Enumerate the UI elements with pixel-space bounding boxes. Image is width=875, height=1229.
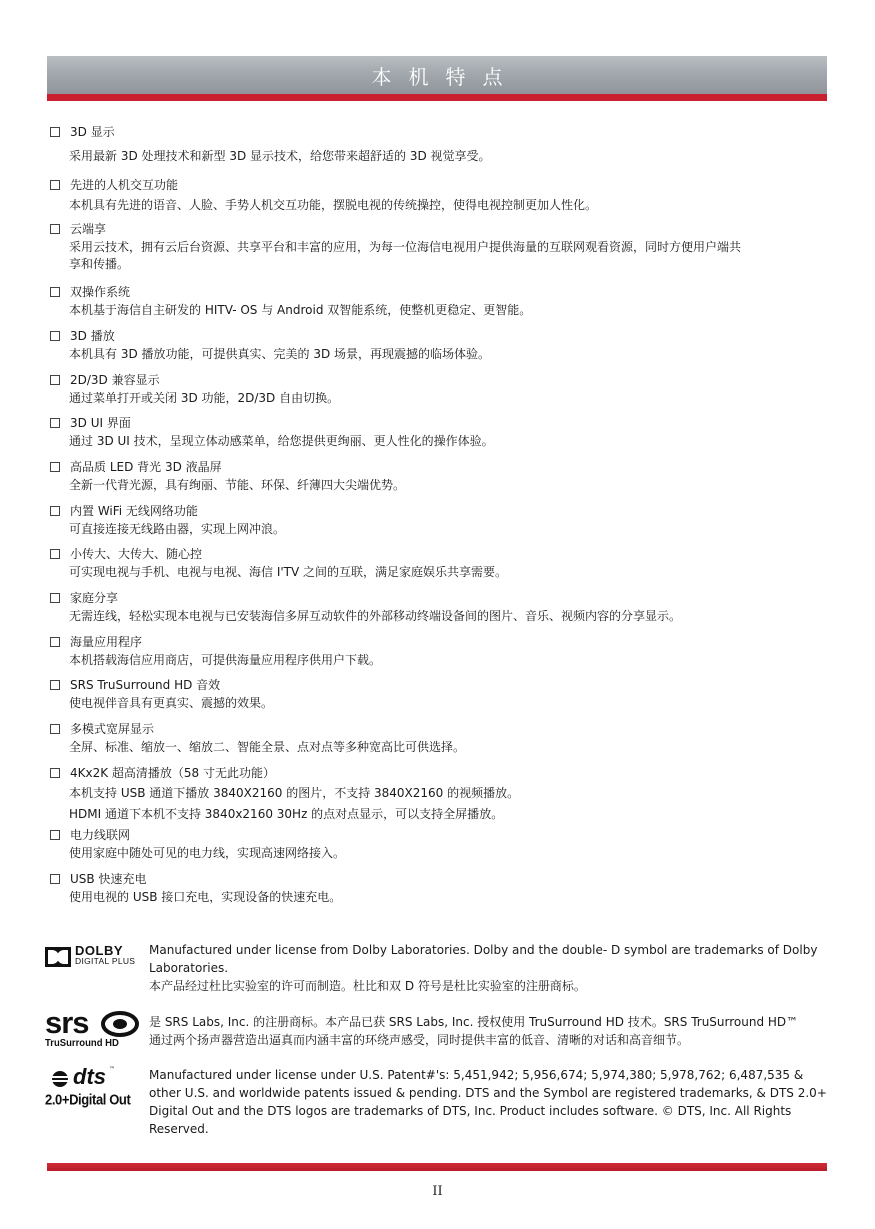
checkbox-icon xyxy=(50,375,60,385)
feature-title: 多模式宽屏显示 xyxy=(70,722,155,736)
checkbox-icon xyxy=(50,593,60,603)
feature-desc-line: 本机搭载海信应用商店，可提供海量应用程序供用户下载。 xyxy=(69,653,382,667)
feature-title: SRS TruSurround HD 音效 xyxy=(70,678,221,692)
feature-item xyxy=(50,588,830,632)
feature-item xyxy=(50,869,830,913)
feature-desc-line: 使电视伴音具有更真实、震撼的效果。 xyxy=(69,696,274,710)
checkbox-icon xyxy=(50,331,60,341)
feature-desc-line: 享和传播。 xyxy=(69,257,130,271)
srs-logo-main: srs xyxy=(45,1005,89,1040)
feature-item xyxy=(50,326,830,370)
feature-item xyxy=(50,675,830,719)
feature-desc-line: 通过 3D UI 技术，呈现立体动感菜单，给您提供更绚丽、更人性化的操作体验。 xyxy=(69,434,494,448)
feature-title: 云端享 xyxy=(70,222,107,236)
dolby-double-d-icon xyxy=(45,947,71,967)
srs-swirl-icon xyxy=(101,1011,139,1037)
feature-desc-line: 全屏、标准、缩放一、缩放二、智能全景、点对点等多种宽高比可供选择。 xyxy=(69,740,466,754)
feature-desc-line: 采用云技术，拥有云后台资源、共享平台和丰富的应用，为每一位海信电视用户提供海量的互联网观看资源，同时方便用户端共 xyxy=(69,240,742,254)
feature-desc-line: 可实现电视与手机、电视与电视、海信 I'TV 之间的互联，满足家庭娱乐共享需要。 xyxy=(69,565,508,579)
page-number: II xyxy=(432,1184,443,1199)
checkbox-icon xyxy=(50,127,60,137)
dolby-logo-main: DOLBY xyxy=(75,943,123,958)
feature-desc-line: 无需连线，轻松实现本电视与已安装海信多屏互动软件的外部移动终端设备间的图片、音乐、视频内容的分享显示。 xyxy=(69,609,682,623)
feature-item xyxy=(50,825,830,869)
feature-title: 双操作系统 xyxy=(70,285,131,299)
feature-item xyxy=(50,719,830,763)
dolby-license xyxy=(45,941,835,995)
feature-title: USB 快速充电 xyxy=(70,872,147,886)
srs-license xyxy=(45,1005,835,1053)
feature-title: 小传大、大传大、随心控 xyxy=(70,547,203,561)
dts-logo-main: dts xyxy=(73,1064,106,1089)
feature-title: 家庭分享 xyxy=(70,591,119,605)
section-header xyxy=(47,56,827,94)
dolby-license-en: Manufactured under license from Dolby Laboratories. Dolby and the double- D symbol are trademarks of Dolby Laboratories. xyxy=(149,943,818,975)
srs-license-text: 是 SRS Labs, Inc. 的注册商标。本产品已获 SRS Labs, Inc. 授权使用 TruSurround HD 技术。SRS TruSurround HD™ 通过两个扬声器营造出逼真而内涵丰富的环绕声感受，同时提供丰富的低音、清晰的对话和高音细节。 xyxy=(149,1015,799,1047)
checkbox-icon xyxy=(50,680,60,690)
feature-item xyxy=(50,763,830,825)
feature-desc-line: 使用电视的 USB 接口充电，实现设备的快速充电。 xyxy=(69,890,342,904)
dolby-logo xyxy=(45,941,145,981)
feature-desc-line: 本机支持 USB 通道下播放 3840X2160 的图片，不支持 3840X2160 的视频播放。 xyxy=(69,786,520,800)
feature-title: 3D UI 界面 xyxy=(70,416,131,430)
feature-title: 内置 WiFi 无线网络功能 xyxy=(70,504,198,518)
checkbox-icon xyxy=(50,637,60,647)
feature-desc-line: 全新一代背光源，具有绚丽、节能、环保、纤薄四大尖端优势。 xyxy=(69,478,406,492)
feature-title: 电力线联网 xyxy=(70,828,131,842)
page-title: 本机特点 xyxy=(371,64,520,89)
feature-desc-line: 本机基于海信自主研发的 HITV- OS 与 Android 双智能系统，使整机更稳定、更智能。 xyxy=(69,303,532,317)
checkbox-icon xyxy=(50,549,60,559)
checkbox-icon xyxy=(50,287,60,297)
checkbox-icon xyxy=(50,418,60,428)
feature-list xyxy=(50,122,830,913)
feature-title: 3D 显示 xyxy=(70,125,115,139)
dolby-logo-sub: DIGITAL PLUS xyxy=(75,956,136,966)
checkbox-icon xyxy=(50,724,60,734)
dts-logo-sub: 2.0+Digital Out xyxy=(45,1090,131,1109)
feature-desc-line: 可直接连接无线路由器，实现上网冲浪。 xyxy=(69,522,286,536)
footer-accent-bar xyxy=(47,1163,827,1171)
checkbox-icon xyxy=(50,180,60,190)
feature-title: 高品质 LED 背光 3D 液晶屏 xyxy=(70,460,222,474)
dts-license xyxy=(45,1066,835,1138)
feature-item xyxy=(50,501,830,544)
srs-logo-sub: TruSurround HD xyxy=(45,1037,119,1050)
dts-logo-tm: ™ xyxy=(109,1066,115,1073)
checkbox-icon xyxy=(50,768,60,778)
feature-desc-line: HDMI 通道下本机不支持 3840x2160 30Hz 的点对点显示，可以支持全屏播放。 xyxy=(69,807,504,821)
feature-item xyxy=(50,413,830,457)
checkbox-icon xyxy=(50,874,60,884)
checkbox-icon xyxy=(50,830,60,840)
feature-desc-line: 通过菜单打开或关闭 3D 功能，2D/3D 自由切换。 xyxy=(69,391,340,405)
header-accent-bar xyxy=(47,94,827,101)
feature-item xyxy=(50,457,830,501)
feature-item xyxy=(50,544,830,588)
checkbox-icon xyxy=(50,506,60,516)
feature-desc-line: 本机具有 3D 播放功能，可提供真实、完美的 3D 场景，再现震撼的临场体验。 xyxy=(69,347,491,361)
feature-item xyxy=(50,219,830,282)
feature-item xyxy=(50,282,830,326)
feature-title: 4Kx2K 超高清播放（58 寸无此功能） xyxy=(70,766,276,780)
checkbox-icon xyxy=(50,462,60,472)
dts-symbol-icon xyxy=(49,1070,71,1088)
feature-item xyxy=(50,370,830,413)
feature-title: 海量应用程序 xyxy=(70,635,143,649)
feature-desc-line: 本机具有先进的语音、人脸、手势人机交互功能，摆脱电视的传统操控，使得电视控制更加人性化。 xyxy=(69,198,598,212)
feature-item xyxy=(50,175,830,213)
dts-logo xyxy=(45,1066,145,1114)
feature-item xyxy=(50,122,830,175)
srs-logo xyxy=(45,1005,145,1053)
feature-item xyxy=(50,632,830,675)
dts-license-text: Manufactured under license under U.S. Patent#'s: 5,451,942; 5,956,674; 5,974,380; 5,978,762; 6,487,535 & other U.S. and worldwide patents issued & pending. DTS and the Symbol are registered trademarks, & DTS 2.0+ Digital Out and the DTS logos are trademarks of DTS, Inc. Product includes software. © DTS, Inc. All Rights Reserved. xyxy=(149,1068,827,1136)
feature-title: 3D 播放 xyxy=(70,329,115,343)
dolby-license-cn: 本产品经过杜比实验室的许可而制造。杜比和双 D 符号是杜比实验室的注册商标。 xyxy=(149,979,586,993)
checkbox-icon xyxy=(50,224,60,234)
feature-desc-line: 使用家庭中随处可见的电力线，实现高速网络接入。 xyxy=(69,846,346,860)
feature-title: 先进的人机交互功能 xyxy=(70,178,179,192)
feature-desc-line: 采用最新 3D 处理技术和新型 3D 显示技术，给您带来超舒适的 3D 视觉享受。 xyxy=(69,149,491,163)
feature-title: 2D/3D 兼容显示 xyxy=(70,373,160,387)
